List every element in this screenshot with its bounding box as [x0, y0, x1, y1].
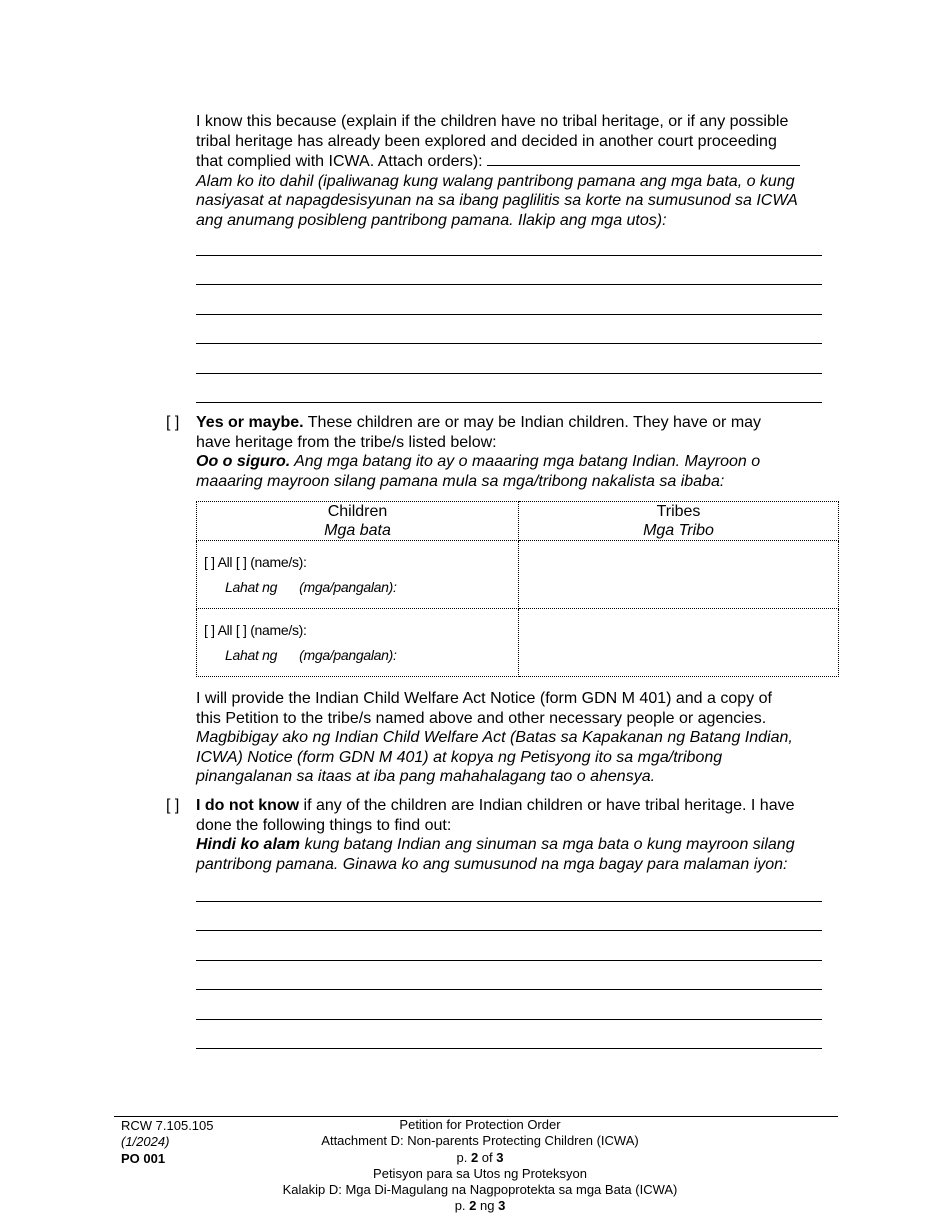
dont-know-en-bold: I do not know [196, 797, 300, 814]
footer-page-en [250, 1150, 710, 1166]
options-tl-all: Lahat ng [225, 647, 278, 663]
explain-write-line[interactable] [196, 314, 822, 315]
explain-paragraph [196, 112, 846, 230]
dont-know-paragraph [196, 796, 846, 874]
dont-know-tl-line2: pantribong pamana. Ginawa ko ang sumusunod na mga bagay para malaman iyon: [196, 855, 788, 873]
page-total-tl: 3 [498, 1198, 506, 1214]
dont-know-write-line[interactable] [196, 989, 822, 990]
dont-know-write-line[interactable] [196, 930, 822, 931]
dont-know-tl-bold: Hindi ko alam [196, 836, 301, 853]
notice-tl-line1: Magbibigay ako ng Indian Child Welfare Act (Batas sa Kapakanan ng Batang Indian, [196, 729, 793, 746]
explain-tl-line2: nasiyasat at napagdesisyunan na sa ibang paglilitis sa korte na sumusunod sa ICWA [196, 192, 798, 209]
footer-rcw: RCW 7.105.105 [121, 1118, 214, 1133]
dont-know-write-line[interactable] [196, 1048, 822, 1049]
page-number: 2 [470, 1149, 479, 1165]
children-options-tl [197, 638, 518, 663]
yes-maybe-en-rest: These children are or may be Indian children. They have or may [303, 414, 762, 431]
explain-write-line[interactable] [196, 284, 822, 285]
children-options-tl [197, 570, 518, 595]
children-header-en: Children [327, 503, 388, 520]
page-en-prefix: p. [456, 1149, 471, 1165]
table-header-row [197, 502, 839, 541]
children-cell[interactable] [197, 541, 519, 609]
explain-en-line1: I know this because (explain if the children have no tribal heritage, or if any possible [196, 113, 789, 130]
yes-maybe-tl-line2: maaaring mayroon silang pamana mula sa mga/tribong nakalista sa ibaba: [196, 472, 725, 490]
dont-know-write-line[interactable] [196, 901, 822, 902]
explain-en-line3 [196, 151, 846, 172]
dont-know-tl-line1 [196, 835, 846, 855]
table-row [197, 541, 839, 609]
notice-en-line2: this Petition to the tribe/s named above and other necessary people or agencies. [196, 709, 767, 727]
children-options[interactable]: [ ] All [ ] (name/s): [204, 622, 307, 638]
options-tl-names: (mga/pangalan): [299, 579, 397, 595]
yes-maybe-tl-line1 [196, 452, 846, 472]
notice-tl-line2: ICWA) Notice (form GDN M 401) at kopya ng Petisyong ito sa mga/tribong [196, 748, 723, 766]
explain-write-line[interactable] [196, 373, 822, 374]
children-cell[interactable] [197, 609, 519, 677]
footer-page-tl [250, 1198, 710, 1214]
notice-en-line1: I will provide the Indian Child Welfare Act Notice (form GDN M 401) and a copy of [196, 690, 772, 707]
yes-maybe-tl-bold: Oo o siguro. [196, 453, 291, 470]
explain-write-line[interactable] [196, 343, 822, 344]
yes-maybe-en-bold: Yes or maybe. [196, 414, 304, 431]
yes-maybe-en-line1 [196, 413, 846, 433]
dont-know-checkbox[interactable]: [ ] [166, 797, 180, 814]
page-number-tl: 2 [469, 1198, 477, 1214]
dont-know-en-line2: done the following things to find out: [196, 816, 452, 834]
yes-maybe-paragraph [196, 413, 846, 491]
yes-maybe-checkbox[interactable]: [ ] [166, 414, 180, 431]
footer-center [250, 1117, 710, 1215]
dont-know-en-line1 [196, 796, 846, 816]
table-row [197, 609, 839, 677]
tribes-header-en: Tribes [656, 503, 701, 520]
footer-date: (1/2024) [121, 1134, 170, 1149]
children-tribes-table [196, 501, 839, 677]
page-en-of: of [478, 1149, 497, 1165]
notice-paragraph [196, 689, 846, 787]
explain-en-line3-text: that complied with ICWA. Attach orders): [196, 153, 483, 170]
children-header-tl: Mga bata [324, 522, 391, 539]
notice-tl-line3: pinangalanan sa itaas at iba pang mahahalagang tao o ahensya. [196, 768, 656, 785]
footer-subtitle-en: Attachment D: Non-parents Protecting Children (ICWA) [321, 1133, 639, 1149]
explain-write-line[interactable] [196, 255, 822, 256]
tribes-column-header [519, 502, 839, 541]
yes-maybe-tl-rest: Ang mga batang ito ay o maaaring mga batang Indian. Mayroon o [290, 453, 761, 470]
explain-tl-line3: ang anumang posibleng pantribong pamana. Ilakip ang mga utos): [196, 211, 667, 229]
tribes-cell[interactable] [519, 609, 839, 677]
footer-form-id: PO 001 [121, 1151, 166, 1166]
page-tl-of: ng [476, 1198, 499, 1214]
page-tl-prefix: p. [454, 1198, 470, 1214]
options-tl-all: Lahat ng [225, 579, 278, 595]
options-tl-names: (mga/pangalan): [299, 647, 397, 663]
children-options[interactable]: [ ] All [ ] (name/s): [204, 554, 307, 570]
dont-know-write-line[interactable] [196, 1019, 822, 1020]
dont-know-tl-rest: kung batang Indian ang sinuman sa mga bata o kung mayroon silang [300, 836, 795, 853]
explain-write-line[interactable] [196, 402, 822, 403]
page-total: 3 [496, 1149, 504, 1165]
footer-title-en: Petition for Protection Order [399, 1117, 561, 1132]
explain-en-line2: tribal heritage has already been explored and decided in another court proceeding [196, 132, 777, 150]
dont-know-write-line[interactable] [196, 960, 822, 961]
explain-inline-fill-line[interactable] [487, 151, 800, 166]
dont-know-en-rest: if any of the children are Indian children or have tribal heritage. I have [299, 797, 795, 814]
footer-subtitle-tl: Kalakip D: Mga Di-Magulang na Nagpoprotekta sa mga Bata (ICWA) [282, 1182, 678, 1198]
explain-tl-line1: Alam ko ito dahil (ipaliwanag kung walang pantribong pamana ang mga bata, o kung [196, 172, 795, 190]
tribes-header-tl: Mga Tribo [643, 522, 714, 539]
children-column-header [197, 502, 519, 541]
tribes-cell[interactable] [519, 541, 839, 609]
yes-maybe-en-line2: have heritage from the tribe/s listed below: [196, 433, 497, 451]
footer-title-tl: Petisyon para sa Utos ng Proteksyon [373, 1165, 587, 1181]
